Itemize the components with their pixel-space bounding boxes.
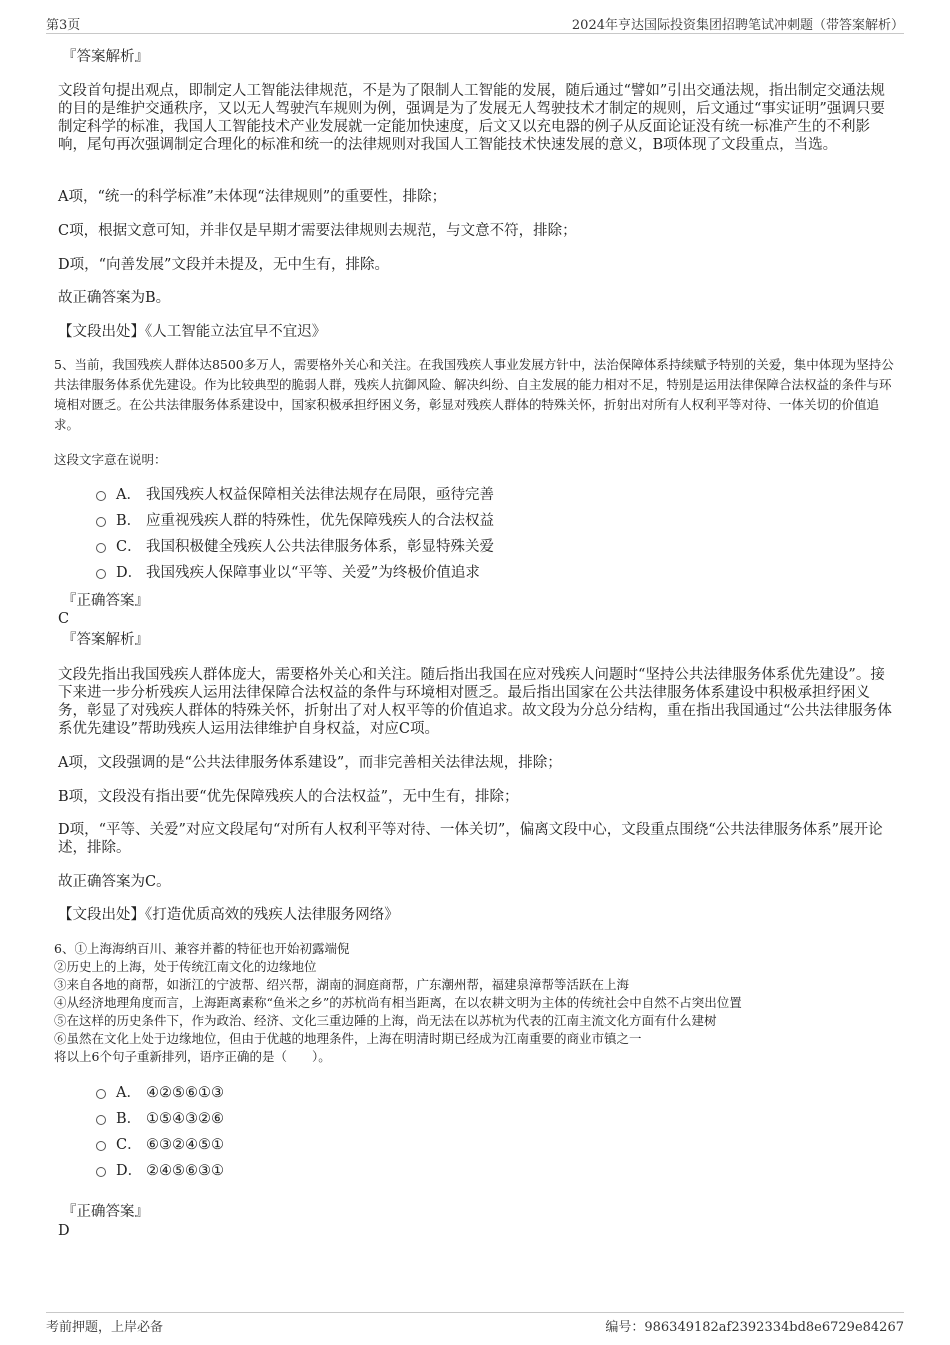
q6-line: ⑤在这样的历史条件下，作为政治、经济、文化三重边陲的上海，尚无法在以苏杭为代表的江南主流文化方面有什么建树 xyxy=(54,1013,717,1028)
q5-option-a[interactable] xyxy=(96,485,494,505)
radio-icon[interactable] xyxy=(96,517,106,527)
q6-line: ⑥虽然在文化上处于边缘地位，但由于优越的地理条件，上海在明清时期已经成为江南重要的商业市镇之一 xyxy=(54,1031,642,1046)
q5-option-d[interactable] xyxy=(96,563,480,583)
q5-conclusion: 故正确答案为C。 xyxy=(58,874,171,890)
q4-option-a-analysis: A项，“统一的科学标准”未体现“法律规则”的重要性，排除； xyxy=(58,189,447,205)
option-letter: D． xyxy=(116,1163,143,1179)
q5-source: 【文段出处】《打造优质高效的残疾人法律服务网络》 xyxy=(58,907,399,923)
q4-analysis-title: 『答案解析』 xyxy=(62,49,149,65)
option-text: ②④⑤⑥③① xyxy=(146,1163,224,1179)
option-text: 我国残疾人权益保障相关法律法规存在局限，亟待完善 xyxy=(146,487,494,503)
q6-option-c[interactable] xyxy=(96,1135,224,1155)
q6-line: 6、①上海海纳百川、兼容并蓄的特征也开始初露端倪 xyxy=(54,941,350,956)
document-title: 2024年亨达国际投资集团招聘笔试冲刺题（带答案解析） xyxy=(571,18,904,33)
option-text: ⑥③②④⑤① xyxy=(146,1137,224,1153)
q5-option-d-analysis: D项，“平等、关爱”对应文段尾句“对所有人权利平等对待、一体关切”，偏离文段中心，文段重点围绕“公共法律服务体系”展开论述，排除。 xyxy=(58,822,883,856)
q5-answer-title: 『正确答案』 xyxy=(62,593,149,609)
q5-option-b[interactable] xyxy=(96,511,494,531)
page-header xyxy=(46,13,904,34)
radio-icon[interactable] xyxy=(96,569,106,579)
option-text: 应重视残疾人群的特殊性，优先保障残疾人的合法权益 xyxy=(146,513,494,529)
page-footer xyxy=(46,1312,904,1337)
q5-analysis-title: 『答案解析』 xyxy=(62,632,149,648)
q5-question: 这段文字意在说明： xyxy=(54,452,167,467)
q5-option-b-analysis: B项，文段没有指出要“优先保障残疾人的合法权益”，无中生有，排除； xyxy=(58,789,519,805)
option-letter: D． xyxy=(116,565,143,581)
q6-line: ④从经济地理角度而言，上海距离素称“鱼米之乡”的苏杭尚有相当距离，在以农耕文明为主体的传统社会中自然不占突出位置 xyxy=(54,995,742,1010)
footer-slogan: 考前押题，上岸必备 xyxy=(46,1320,164,1335)
q6-option-b[interactable] xyxy=(96,1109,224,1129)
option-text: 我国残疾人保障事业以“平等、关爱”为终极价值追求 xyxy=(146,565,480,581)
q6-stem xyxy=(54,940,900,1066)
radio-icon[interactable] xyxy=(96,1089,106,1099)
q5-option-c[interactable] xyxy=(96,537,494,557)
q5-answer: C xyxy=(58,611,70,627)
option-letter: C． xyxy=(116,1137,142,1153)
footer-serial: 编号：986349182af2392334bd8e6729e84267 xyxy=(605,1320,904,1335)
radio-icon[interactable] xyxy=(96,1141,106,1151)
q6-answer: D xyxy=(58,1223,70,1239)
q4-analysis-text: 文段首句提出观点，即制定人工智能法律规范，不是为了限制人工智能的发展，随后通过“譬如”引出交通法规，指出制定交通法规的目的是维护交通秩序，又以无人驾驶汽车规则为例，强调是为了发展无人驾驶技术才制定的规则，后文通过“事实证明”强调只要制定科学的标准，我国人工智能技术产业发展就一定能加快速度，后文又以充电器的例子从反面论证没有统一标准产生的不利影响，尾句再次强调制定合理化的标准和统一的法律规则对我国人工智能技术快速发展的意义，B项体现了文段重点，当选。 xyxy=(58,83,885,153)
option-text: ④②⑤⑥①③ xyxy=(146,1085,224,1101)
q6-line: ③来自各地的商帮，如浙江的宁波帮、绍兴帮，湖南的洞庭商帮，广东潮州帮，福建泉漳帮等活跃在上海 xyxy=(54,977,630,992)
q6-question: 将以上6个句子重新排列，语序正确的是（ ）。 xyxy=(54,1049,331,1064)
option-letter: B． xyxy=(116,1111,142,1127)
q4-source: 【文段出处】《人工智能立法宜早不宜迟》 xyxy=(58,324,327,340)
q6-line: ②历史上的上海，处于传统江南文化的边缘地位 xyxy=(54,959,317,974)
q5-stem: 5、当前，我国残疾人群体达8500多万人，需要格外关心和关注。在我国残疾人事业发展方针中，法治保障体系持续赋予特别的关爱，集中体现为坚持公共法律服务体系优先建设。作为比较典型的脆弱人群，残疾人抗御风险、解决纠纷、自主发展的能力相对不足，特别是运用法律保障合法权益的条件与环境相对匮乏。在公共法律服务体系建设中，国家积极承担纾困义务，彰显对残疾人群体的特殊关怀，折射出对所有人权利平等对待、一体关切的价值追求。 xyxy=(54,357,894,432)
option-letter: B． xyxy=(116,513,142,529)
q5-option-a-analysis: A项，文段强调的是“公共法律服务体系建设”，而非完善相关法律法规，排除； xyxy=(58,755,562,771)
q6-option-d[interactable] xyxy=(96,1161,224,1181)
radio-icon[interactable] xyxy=(96,1167,106,1177)
page-number: 第3页 xyxy=(46,18,81,33)
q4-conclusion: 故正确答案为B。 xyxy=(58,290,171,306)
radio-icon[interactable] xyxy=(96,491,106,501)
q6-option-a[interactable] xyxy=(96,1083,224,1103)
radio-icon[interactable] xyxy=(96,1115,106,1125)
option-letter: A． xyxy=(116,1085,141,1101)
q5-analysis-text: 文段先指出我国残疾人群体庞大，需要格外关心和关注。随后指出我国在应对残疾人问题时“坚持公共法律服务体系优先建设”。接下来进一步分析残疾人运用法律保障合法权益的条件与环境相对匮乏。最后指出国家在公共法律服务体系建设中积极承担纾困义务，彰显了对残疾人群体的特殊关怀，折射出了对人权平等的价值追求。故文段为分总分结构，重在指出我国通过“公共法律服务体系优先建设”帮助残疾人运用法律维护自身权益，对应C项。 xyxy=(58,667,892,737)
radio-icon[interactable] xyxy=(96,543,106,553)
q6-answer-title: 『正确答案』 xyxy=(62,1204,149,1220)
q4-option-c-analysis: C项，根据文意可知，并非仅是早期才需要法律规则去规范，与文意不符，排除； xyxy=(58,223,577,239)
option-text: 我国积极健全残疾人公共法律服务体系，彰显特殊关爱 xyxy=(146,539,494,555)
option-letter: A． xyxy=(116,487,141,503)
option-letter: C． xyxy=(116,539,142,555)
q4-option-d-analysis: D项，“向善发展”文段并未提及，无中生有，排除。 xyxy=(58,257,389,273)
option-text: ①⑤④③②⑥ xyxy=(146,1111,224,1127)
